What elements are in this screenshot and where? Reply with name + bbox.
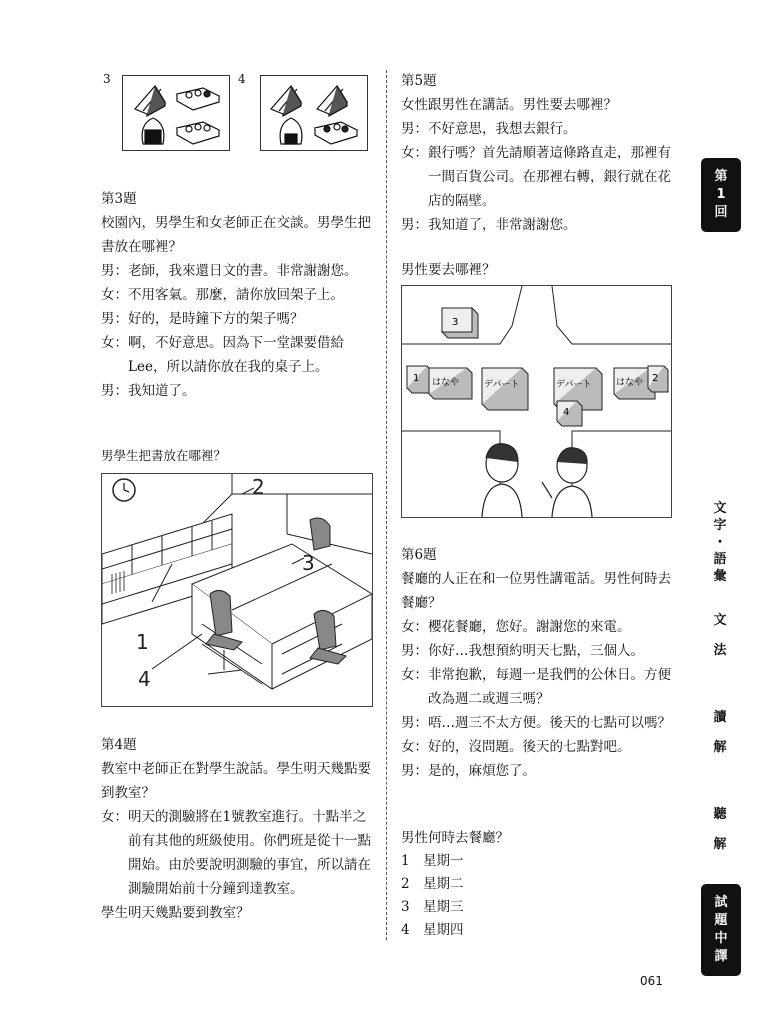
side-item-listening[interactable] — [710, 800, 730, 860]
question-6-intro: 餐廳的人正在和一位男性講電話。男性何時去餐廳？ — [401, 571, 671, 611]
bento-icon — [177, 88, 219, 110]
option-number: 4 — [401, 922, 410, 938]
dialog-text: 銀行嗎？首先請順著這條路直走，那裡有一間百貨公司。在那裡右轉，銀行就在花店的隔壁。 — [428, 145, 671, 209]
option-4-image — [260, 75, 368, 151]
dialog-line — [401, 663, 673, 711]
dialog-text: 我知道了。 — [128, 383, 196, 399]
speaker-label: 女： — [101, 335, 128, 351]
option-number: 2 — [401, 876, 410, 892]
speaker-label: 女： — [101, 287, 128, 303]
option-number: 3 — [401, 899, 410, 915]
answer-option — [401, 896, 673, 919]
food-icons-3 — [123, 76, 229, 150]
map-illustration — [401, 285, 672, 518]
question-4 — [101, 733, 373, 925]
speaker-label: 男： — [101, 311, 128, 327]
side-item-vocabulary[interactable] — [710, 500, 730, 585]
dialog-text: 啊，不好意思。因為下一堂課要借給Lee，所以請你放在我的桌子上。 — [128, 335, 344, 375]
side-char: 聽 — [713, 807, 727, 822]
speaker-label: 男： — [401, 643, 428, 659]
street-map — [402, 286, 671, 517]
office-drawing — [102, 474, 372, 706]
question-3-title: 第3題 — [101, 191, 137, 207]
speaker-label: 女： — [401, 739, 428, 755]
food-icons-4 — [261, 76, 367, 150]
question-5-prompt: 男性要去哪裡？ — [401, 262, 496, 278]
dialog-text: 我知道了，非常謝謝您。 — [428, 217, 577, 233]
label-1: 1 — [136, 630, 149, 654]
dialog-line — [401, 639, 673, 663]
option-text: 星期一 — [423, 853, 464, 869]
speaker-label: 女： — [101, 809, 128, 825]
onigiri-icon — [280, 118, 302, 144]
question-6-title: 第6題 — [401, 547, 437, 563]
side-char: 文 — [713, 501, 727, 516]
sandwich-icon-2 — [317, 86, 347, 116]
dialog-line — [401, 615, 673, 639]
speaker-label: 男： — [401, 763, 428, 779]
dialog-text: 櫻花餐廳，您好。謝謝您的來電。 — [428, 619, 631, 635]
question-5 — [401, 69, 673, 237]
dialog-line — [401, 213, 673, 237]
page-number: 061 — [640, 974, 663, 988]
dialog-text: 老師，我來還日文的書。非常謝謝您。 — [128, 263, 358, 279]
side-item-grammar[interactable] — [710, 606, 730, 666]
speaker-label: 男： — [401, 121, 428, 137]
dialog-text: 非常抱歉，每週一是我們的公休日。方便改為週二或週三嗎？ — [428, 667, 671, 707]
question-3-dialog — [101, 259, 373, 403]
building-3-label: 3 — [452, 317, 459, 328]
option-4-number: 4 — [238, 72, 246, 86]
dialog-text: 不好意思，我想去銀行。 — [428, 121, 577, 137]
dialog-line — [401, 759, 673, 783]
option-text: 星期四 — [423, 922, 464, 938]
flower-shop-right-label: はなや — [616, 378, 644, 388]
label-3: 3 — [302, 551, 315, 575]
speaker-label: 男： — [101, 263, 128, 279]
flower-shop-left-label: はなや — [432, 378, 460, 388]
side-char: 譯 — [714, 949, 728, 964]
side-char: 解 — [713, 740, 727, 755]
dialog-line — [101, 307, 373, 331]
speaker-label: 男： — [101, 383, 128, 399]
bento-icon — [315, 122, 357, 144]
dialog-line — [101, 259, 373, 283]
column-divider — [386, 70, 387, 940]
building-4 — [557, 401, 582, 426]
building-3 — [442, 308, 478, 338]
side-char: 題 — [714, 913, 728, 928]
speaker-label: 女： — [401, 145, 428, 161]
side-char: 彙 — [713, 569, 727, 584]
side-char: ・ — [713, 535, 727, 550]
chapter-tab-char: 回 — [714, 205, 728, 220]
dialog-text: 你好…我想預約明天七點，三個人。 — [428, 643, 644, 659]
side-char: 語 — [713, 552, 727, 567]
option-3-image — [122, 75, 230, 151]
building-1-label: 1 — [413, 373, 420, 384]
department-store-right-label: デパート — [556, 380, 592, 390]
sandwich-icon — [271, 86, 301, 116]
bento-icon-2 — [177, 122, 219, 144]
label-2: 2 — [252, 475, 265, 499]
question-3-intro: 校園內，男學生和女老師正在交談。男學生把書放在哪裡？ — [101, 215, 371, 255]
question-4-title: 第4題 — [101, 737, 137, 753]
question-6-prompt: 男性何時去餐廳？ — [401, 830, 509, 846]
man-figure — [542, 448, 592, 517]
dialog-line — [101, 283, 373, 307]
side-char: 試 — [714, 895, 728, 910]
chapter-tab-char: 1 — [716, 187, 726, 202]
speaker-label: 男： — [401, 217, 428, 233]
dialog-text: 是的，麻煩您了。 — [428, 763, 536, 779]
building-4-label: 4 — [563, 407, 570, 418]
dialog-line — [101, 331, 373, 379]
answer-option — [401, 919, 673, 942]
side-item-translation-active[interactable] — [701, 884, 741, 976]
option-text: 星期二 — [423, 876, 464, 892]
dialog-line — [401, 141, 673, 213]
office-illustration — [101, 473, 373, 707]
building-1 — [407, 366, 432, 393]
question-3 — [101, 187, 373, 403]
side-item-reading[interactable] — [710, 703, 730, 763]
side-char: 讀 — [713, 710, 727, 725]
dialog-text: 唔…週三不太方便。後天的七點可以嗎？ — [428, 715, 671, 731]
dialog-line — [101, 379, 373, 403]
option-3-number: 3 — [103, 72, 111, 86]
label-4: 4 — [138, 667, 151, 691]
dialog-text: 不用客氣。那麼，請你放回架子上。 — [128, 287, 344, 303]
question-6-answers — [401, 826, 673, 942]
side-char: 解 — [713, 837, 727, 852]
dialog-line — [401, 117, 673, 141]
question-3-prompt: 男學生把書放在哪裡？ — [101, 448, 227, 463]
dialog-text: 明天的測驗將在1號教室進行。十點半之前有其他的班級使用。你們班是從十一點開始。由於要說明測驗的事宜，所以請在測驗開始前十分鐘到達教室。 — [128, 809, 371, 897]
side-char: 法 — [713, 643, 727, 658]
question-6 — [401, 543, 673, 783]
chapter-tab-char: 第 — [714, 169, 728, 184]
option-number: 1 — [401, 853, 410, 869]
onigiri-icon — [142, 118, 164, 144]
dialog-text: 好的，沒問題。後天的七點對吧。 — [428, 739, 631, 755]
dialog-text: 好的，是時鐘下方的架子嗎？ — [128, 311, 304, 327]
clock-icon — [113, 479, 135, 501]
speaker-label: 男： — [401, 715, 428, 731]
side-char: 中 — [714, 931, 728, 946]
side-char: 文 — [713, 613, 727, 628]
dialog-line — [401, 735, 673, 759]
chapter-tab[interactable] — [701, 158, 741, 232]
side-char: 字 — [713, 518, 727, 533]
building-2-label: 2 — [652, 373, 659, 384]
question-5-intro: 女性跟男性在講話。男性要去哪裡？ — [401, 97, 617, 113]
speaker-label: 女： — [401, 619, 428, 635]
question-5-title: 第5題 — [401, 73, 437, 89]
answer-option — [401, 850, 673, 873]
answer-option — [401, 873, 673, 896]
question-4-prompt: 學生明天幾點要到教室？ — [101, 905, 250, 921]
speaker-label: 女： — [401, 667, 428, 683]
option-text: 星期三 — [423, 899, 464, 915]
dialog-line — [401, 711, 673, 735]
question-4-intro: 教室中老師正在對學生說話。學生明天幾點要到教室？ — [101, 761, 371, 801]
dialog-line — [101, 805, 373, 901]
sandwich-icon — [135, 86, 165, 116]
department-store-left-label: デパート — [484, 380, 520, 390]
woman-figure — [482, 444, 522, 517]
